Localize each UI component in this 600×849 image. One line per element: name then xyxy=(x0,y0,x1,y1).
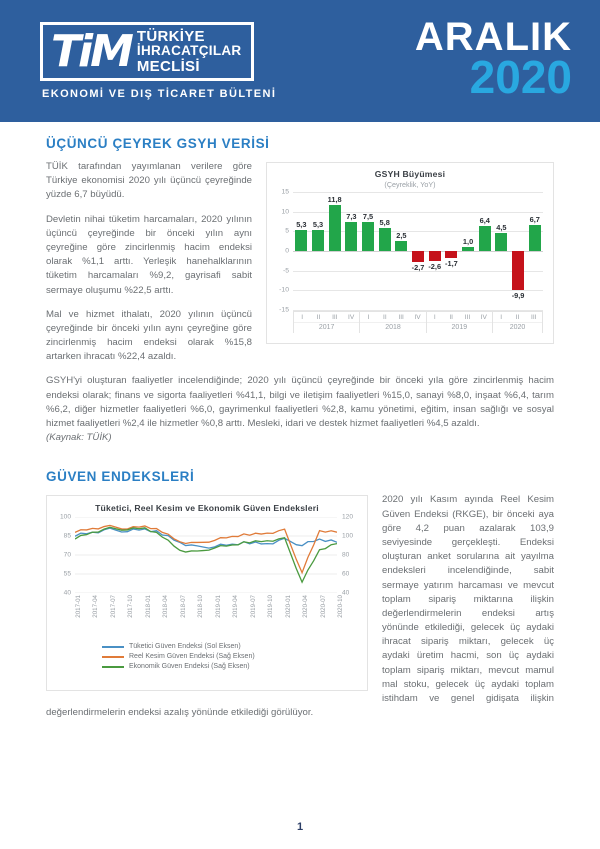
chart-guven-lines xyxy=(75,517,337,593)
chart-gsyh-bar xyxy=(360,192,377,310)
chart-gsyh-growth xyxy=(266,162,554,344)
chart-gsyh-bar-label: 5,8 xyxy=(379,218,390,228)
chart-guven-x-tick: 2017-04 xyxy=(92,595,100,619)
chart-guven-right-axis xyxy=(341,513,361,597)
chart-gsyh-bar xyxy=(293,192,310,310)
logo-box xyxy=(40,22,254,81)
chart-gsyh-y-tick: 15 xyxy=(281,188,289,196)
chart-gsyh-y-tick: -5 xyxy=(282,267,289,275)
chart-gsyh-subtitle: (Çeyreklik, YoY) xyxy=(384,180,436,189)
chart-guven-x-tick: 2019-10 xyxy=(267,595,275,619)
chart-guven-x-tick: 2018-01 xyxy=(144,595,152,619)
chart-guven-right-tick: 100 xyxy=(342,532,354,540)
chart-guven-left-tick: 40 xyxy=(63,589,71,597)
chart-gsyh-x-axis xyxy=(293,311,543,333)
chart-guven-x-tick: 2017-01 xyxy=(75,595,82,619)
logo-line-1: TÜRKİYE xyxy=(136,27,205,45)
chart-gsyh-bar-label: 7,3 xyxy=(346,212,357,222)
page-number: 1 xyxy=(296,821,304,833)
gsyh-paragraph-4: GSYH'yi oluşturan faaliyetler incelendiğinde; 2020 yılı üçüncü çeyreğinde bir önceki yıla göre zincirlenmiş hacim endeksi olarak; finans ve sigorta faaliyetleri %41,1, bilgi ve iletişim faaliyetleri %15,0, sanayi %8,0, inşaat %6,4, tarım %6,2, diğer hizmetler faaliyetleri %6,0, gayrimenkul faaliyetleri %2,8, kamu yönetimi, eğitim, insan sağlığı ve sosyal hizmet faaliyetleri %2,4 ile hizmetler %0,8 arttı. Mesleki, idari ve destek hizmet faaliyetleri %4,5 azaldı. xyxy=(46,375,554,429)
chart-guven-x-tick: 2020-10 xyxy=(337,595,344,619)
chart-gsyh-quarter-label: II xyxy=(316,314,321,321)
chart-gsyh-quarter-label: III xyxy=(531,314,537,321)
guven-paragraph-1: 2020 yılı Kasım ayında Reel Kesim Güven Endeksi (RKGE), bir önceki aya göre 4,2 puan azalarak 103,9 seviyesinde gerçekleşti. Endeksi oluşturan anket sorularına ait yayılma endeksleri incelendiğinde, sabit sermaye yatırım harcaması ve mevcut toplam sipariş miktarına ilişkin değerlendirmelerin endeksi artış yönünde etkilediği, gelecek üç aydaki ihracat sipariş miktarı, gelecek üç aydaki üretim hacmi, son üç aydaki toplam sipariş miktarı, mevcut mamul mal stoku, gelecek üç aydaki toplam istihdam ve genel gidişata ilişkin değerlendirmelerin endeksi azalış yönünde etkilediği görülüyor. xyxy=(46,494,554,719)
chart-guven-x-tick: 2017-07 xyxy=(109,595,117,619)
chart-gsyh-quarter-label: IV xyxy=(480,314,487,321)
chart-gsyh-bar xyxy=(510,192,527,310)
chart-gsyh-bar-label: -2,7 xyxy=(411,262,425,272)
chart-gsyh-bar xyxy=(326,192,343,310)
chart-guven-series-line xyxy=(75,526,337,573)
logo-line-3: MECLİSİ xyxy=(136,57,200,75)
legend-item xyxy=(102,653,312,660)
chart-gsyh-bar-label: 4,5 xyxy=(496,223,507,233)
chart-gsyh-bar xyxy=(310,192,327,310)
chart-gsyh-bar xyxy=(426,192,443,310)
chart-confidence-indices xyxy=(46,495,368,691)
chart-gsyh-bar xyxy=(376,192,393,310)
legend-item xyxy=(102,663,312,670)
logo-line-2: İHRACATÇILAR xyxy=(136,43,242,59)
chart-guven-title: Tüketici, Reel Kesim ve Ekonomik Güven Endeksleri xyxy=(95,503,319,514)
chart-gsyh-bar-label: -9,9 xyxy=(511,290,525,300)
chart-gsyh-bars xyxy=(293,192,543,310)
legend-item xyxy=(102,643,312,650)
chart-gsyh-year-group xyxy=(360,312,426,333)
chart-gsyh-quarter-label: III xyxy=(332,314,338,321)
chart-guven-legend xyxy=(102,643,312,670)
chart-gsyh-bar xyxy=(343,192,360,310)
chart-guven-x-tick: 2017-10 xyxy=(127,595,135,619)
chart-gsyh-y-tick: 5 xyxy=(285,227,289,235)
legend-swatch xyxy=(102,666,124,669)
logo-tim-text: TiM xyxy=(51,25,131,77)
issue-month: ARALIK xyxy=(414,15,572,60)
chart-gsyh-year-label: 2020 xyxy=(493,322,542,333)
legend-swatch xyxy=(102,646,124,649)
chart-gsyh-quarter-label: II xyxy=(515,314,520,321)
chart-gsyh-bar-label: 5,3 xyxy=(296,220,307,230)
chart-guven-right-tick: 60 xyxy=(342,570,350,578)
chart-gsyh-quarter-label: I xyxy=(301,314,304,321)
chart-gsyh-quarter-label: II xyxy=(382,314,387,321)
chart-gsyh-quarter-label: III xyxy=(398,314,404,321)
page-header xyxy=(0,0,600,122)
chart-gsyh-bar xyxy=(443,192,460,310)
logo-subtitle: EKONOMİ VE DIŞ TİCARET BÜLTENİ xyxy=(42,88,277,101)
chart-gsyh-bar-label: 6,4 xyxy=(479,215,490,225)
chart-gsyh-bar-label: 6,7 xyxy=(529,214,540,224)
chart-gsyh-y-tick: 0 xyxy=(285,247,289,255)
chart-gsyh-bar xyxy=(393,192,410,310)
chart-guven-right-tick: 80 xyxy=(342,551,350,559)
tim-logo xyxy=(40,22,276,100)
chart-gsyh-bar-label: 11,8 xyxy=(327,194,342,204)
chart-gsyh-y-tick: -15 xyxy=(279,306,289,314)
gsyh-paragraph-2: Devletin nihai tüketim harcamaları, 2020 yılının üçüncü çeyreğinde bir önceki yılın aynı çeyreğine göre zincirlenmiş hacim endeksi olarak %1,1 arttı. Yerleşik hanehalklarının tüketim harcamaları %9,2, gayrisafi sabit sermaye oluşumu %22,5 arttı. xyxy=(46,213,252,296)
chart-guven-x-tick: 2019-01 xyxy=(214,595,222,619)
chart-gsyh-title: GSYH Büyümesi xyxy=(374,169,446,179)
issue-year: 2020 xyxy=(469,51,572,104)
chart-guven-x-tick: 2019-07 xyxy=(249,595,257,619)
chart-gsyh-bar xyxy=(476,192,493,310)
chart-gsyh-year-group xyxy=(493,312,542,333)
section-title-guven: GÜVEN ENDEKSLERİ xyxy=(46,469,195,485)
chart-guven-x-axis xyxy=(75,595,344,639)
chart-gsyh-year-group xyxy=(427,312,493,333)
chart-gsyh-quarter-label: II xyxy=(449,314,453,321)
chart-gsyh-year-label: 2017 xyxy=(294,322,359,333)
gsyh-paragraph-1: TÜİK tarafından yayımlanan verilere göre Türkiye ekonomisi 2020 yılı üçüncü çeyreğinde yüzde 6,7 büyüdü. xyxy=(46,161,252,201)
chart-gsyh-bar-label: -1,7 xyxy=(445,258,458,268)
chart-guven-left-tick: 100 xyxy=(59,513,71,521)
chart-gsyh-quarter-label: I xyxy=(500,314,503,321)
chart-guven-x-tick: 2018-04 xyxy=(162,595,170,619)
chart-gsyh-bar-label: 7,5 xyxy=(362,211,374,221)
chart-guven-x-tick: 2020-01 xyxy=(284,595,292,619)
chart-gsyh-bar-label: 2,5 xyxy=(396,231,407,241)
issue-date xyxy=(414,15,572,104)
gsyh-wrap-area xyxy=(46,160,554,455)
chart-gsyh-bar-label: 1,0 xyxy=(462,237,474,247)
chart-gsyh-quarter-label: I xyxy=(367,314,370,321)
logo-wordmark xyxy=(137,29,242,74)
chart-guven-plot xyxy=(59,513,354,597)
chart-gsyh-year-group xyxy=(294,312,360,333)
chart-guven-right-tick: 120 xyxy=(342,513,354,521)
chart-guven-left-tick: 85 xyxy=(63,532,71,540)
chart-guven-left-tick: 55 xyxy=(63,570,71,578)
chart-guven-x-tick: 2018-07 xyxy=(179,595,187,619)
legend-label: Tüketici Güven Endeksi (Sol Eksen) xyxy=(129,643,241,651)
chart-gsyh-quarter-label: IV xyxy=(414,314,421,321)
chart-gsyh-bar xyxy=(410,192,427,310)
chart-guven-right-tick: 40 xyxy=(342,589,350,597)
chart-guven-left-tick: 70 xyxy=(63,551,71,559)
chart-gsyh-year-label: 2019 xyxy=(427,322,492,333)
chart-gsyh-bar xyxy=(493,192,510,310)
chart-guven-x-tick: 2019-04 xyxy=(232,595,240,619)
chart-gsyh-quarter-label: III xyxy=(464,314,471,321)
chart-gsyh-quarter-label: I xyxy=(433,314,436,321)
gsyh-source: (Kaynak: TÜİK) xyxy=(46,432,112,444)
legend-swatch xyxy=(102,656,124,659)
chart-guven-series-line xyxy=(75,529,337,549)
chart-guven-x-tick: 2020-04 xyxy=(302,595,310,619)
section-title-gsyh: ÜÇÜNCÜ ÇEYREK GSYH VERİSİ xyxy=(46,136,270,151)
chart-guven-x-tick: 2018-10 xyxy=(197,595,205,619)
chart-gsyh-y-tick: 10 xyxy=(281,208,289,216)
chart-gsyh-bar-label: -2,6 xyxy=(428,262,442,272)
chart-gsyh-bar xyxy=(526,192,543,310)
chart-gsyh-quarter-label: IV xyxy=(348,314,355,321)
legend-label: Reel Kesim Güven Endeksi (Sağ Eksen) xyxy=(129,653,255,661)
chart-guven-left-axis xyxy=(52,513,72,597)
chart-gsyh-bar xyxy=(460,192,477,310)
chart-guven-x-tick: 2020-07 xyxy=(319,595,327,619)
chart-gsyh-y-axis xyxy=(273,188,291,314)
chart-gsyh-bar-label: 5,3 xyxy=(312,220,324,230)
chart-gsyh-plot xyxy=(279,188,543,314)
chart-gsyh-year-label: 2018 xyxy=(360,322,425,333)
guven-wrap-area xyxy=(46,493,554,730)
gsyh-paragraph-3: Mal ve hizmet ithalatı, 2020 yılının üçüncü çeyreğinde bir önceki yılın aynı çeyreğine göre zincirlenmiş hacim endeksi olarak %15,8 artarken ihracatı %22,4 azaldı. xyxy=(46,308,252,363)
legend-label: Ekonomik Güven Endeksi (Sağ Eksen) xyxy=(129,663,250,671)
chart-gsyh-y-tick: -10 xyxy=(279,286,289,294)
